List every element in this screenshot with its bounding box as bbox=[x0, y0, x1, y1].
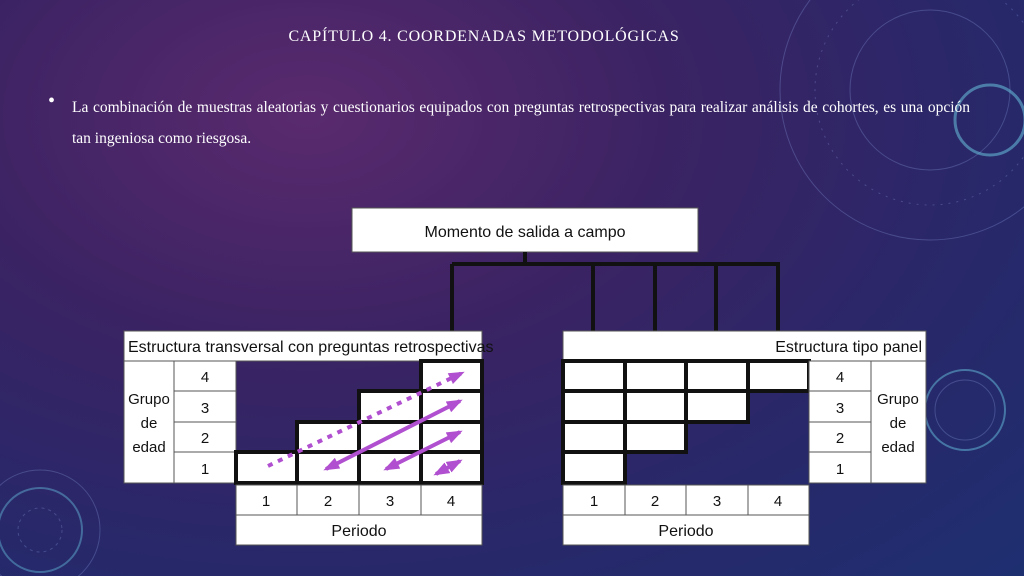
right-footer: Periodo bbox=[658, 523, 714, 540]
left-table-header: Estructura transversal con preguntas retrospectivas bbox=[128, 339, 494, 356]
left-row-4: 4 bbox=[200, 369, 210, 386]
left-col-2: 2 bbox=[323, 493, 333, 510]
right-row-label-line-3: edad bbox=[881, 439, 915, 456]
right-col-1: 1 bbox=[589, 493, 599, 510]
top-box-label: Momento de salida a campo bbox=[424, 224, 626, 241]
left-row-2: 2 bbox=[200, 430, 210, 447]
left-footer: Periodo bbox=[331, 523, 387, 540]
right-col-3: 3 bbox=[712, 493, 722, 510]
bullet-text: La combinación de muestras aleatorias y cuestionarios equipados con preguntas retrospectivas para realizar análisis de cohortes, es una opción tan ingeniosa como riesgosa. bbox=[72, 99, 970, 147]
right-col-4: 4 bbox=[773, 493, 783, 510]
right-row-1: 1 bbox=[835, 461, 845, 478]
left-col-3: 3 bbox=[385, 493, 395, 510]
slide-title: CAPÍTULO 4. COORDENADAS METODOLÓGICAS bbox=[288, 28, 680, 45]
left-col-4: 4 bbox=[446, 493, 456, 510]
right-row-4: 4 bbox=[835, 369, 845, 386]
left-row-1: 1 bbox=[200, 461, 210, 478]
left-row-label-line-2: de bbox=[140, 415, 158, 432]
right-grid-cells bbox=[563, 361, 809, 483]
left-row-label-line-3: edad bbox=[132, 439, 166, 456]
left-row-label-line-1: Grupo bbox=[128, 391, 170, 408]
right-col-2: 2 bbox=[650, 493, 660, 510]
right-row-label-line-1: Grupo bbox=[877, 391, 919, 408]
bullet-dot-icon: • bbox=[48, 90, 56, 112]
left-table bbox=[124, 331, 494, 545]
right-row-3: 3 bbox=[835, 400, 845, 417]
right-row-2: 2 bbox=[835, 430, 845, 447]
left-col-1: 1 bbox=[261, 493, 271, 510]
right-table bbox=[563, 331, 926, 545]
right-row-label-line-2: de bbox=[889, 415, 907, 432]
right-table-header: Estructura tipo panel bbox=[775, 339, 922, 356]
left-row-3: 3 bbox=[200, 400, 210, 417]
